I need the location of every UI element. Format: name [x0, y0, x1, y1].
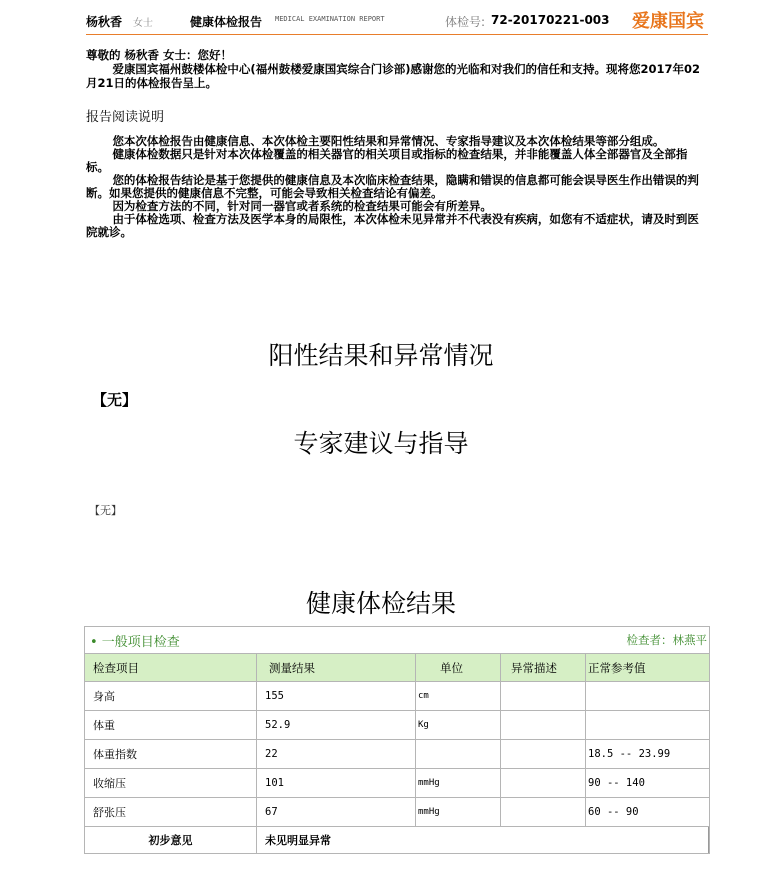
patient-name: 杨秋香 [86, 15, 123, 29]
report-header [86, 8, 708, 35]
cell-abnormal [501, 740, 586, 768]
cell-reference [586, 682, 709, 710]
exam-id-label: 体检号: [445, 15, 486, 29]
greeting [86, 48, 710, 90]
cell-unit: Kg [416, 711, 501, 739]
table-row [85, 740, 709, 769]
checker-name: 检查者：林燕平 [626, 633, 707, 647]
cell-value: 67 [257, 798, 416, 826]
cell-item: 舒张压 [85, 798, 257, 826]
cell-unit: mmHg [416, 798, 501, 826]
patient-gender: 女士 [133, 18, 153, 29]
cell-item: 体重 [85, 711, 257, 739]
cell-abnormal [501, 711, 586, 739]
report-subtitle: MEDICAL EXAMINATION REPORT [275, 15, 385, 23]
column-header: 检查项目 [85, 654, 257, 681]
guide-paragraph: 您的体检报告结论是基于您提供的健康信息及本次临床检查结果，隐瞒和错误的信息都可能会误导医生作出错误的判断。如果您提供的健康信息不完整，可能会导致相关检查结论有偏差。 [86, 173, 699, 200]
greeting-salutation: 尊敬的 杨秋香 女士：您好！ [86, 48, 233, 62]
reading-guide-title: 报告阅读说明 [86, 110, 165, 125]
column-header: 测量结果 [257, 654, 416, 681]
cell-reference: 90 -- 140 [588, 777, 645, 789]
column-header: 异常描述 [501, 654, 586, 681]
cell-value: 52.9 [257, 711, 416, 739]
cell-item: 身高 [85, 682, 257, 710]
column-header: 单位 [416, 654, 501, 681]
table-row [85, 682, 709, 711]
results-title: 健康体检结果 [305, 589, 456, 618]
reading-guide [86, 135, 710, 239]
positive-results-content: 【无】 [92, 391, 138, 409]
exam-id: 72-20170221-003 [491, 13, 610, 27]
opinion-value: 未见明显异常 [257, 827, 709, 853]
cell-abnormal [501, 682, 586, 710]
guide-paragraph: 您本次体检报告由健康信息、本次体检主要阳性结果和异常情况、专家指导建议及本次体检结果等部分组成。 [112, 134, 665, 148]
expert-advice-title: 专家建议与指导 [293, 429, 469, 458]
guide-paragraph: 健康体检数据只是针对本次体检覆盖的相关器官的相关项目或指标的检查结果，并非能覆盖人体全部器官及全部指标。 [86, 147, 688, 174]
positive-results-title: 阳性结果和异常情况 [268, 341, 494, 370]
cell-value: 22 [257, 740, 416, 768]
general-exam-table [84, 626, 710, 854]
cell-item: 体重指数 [85, 740, 257, 768]
guide-paragraph: 因为检查方法的不同，针对同一器官或者系统的检查结果可能会有所差异。 [112, 199, 492, 213]
cell-unit [416, 740, 501, 768]
expert-advice-content: 【无】 [89, 504, 122, 517]
cell-reference [586, 711, 709, 739]
table-row [85, 769, 709, 798]
opinion-label: 初步意见 [85, 827, 257, 853]
table-section-header [85, 627, 709, 654]
cell-abnormal [501, 798, 586, 826]
column-header: 正常参考值 [588, 660, 646, 675]
cell-unit: mmHg [416, 769, 501, 797]
cell-value: 155 [257, 682, 416, 710]
cell-value: 101 [257, 769, 416, 797]
opinion-row [85, 827, 709, 853]
section-name: • 一般项目检查 [90, 635, 180, 650]
table-row [85, 798, 709, 827]
guide-paragraph: 由于体检选项、检查方法及医学本身的局限性，本次体检未见异常并不代表没有疾病，如您有不适症状，请及时到医院就诊。 [86, 212, 699, 239]
table-row [85, 711, 709, 740]
greeting-body: 爱康国宾福州鼓楼体检中心(福州鼓楼爱康国宾综合门诊部)感谢您的光临和对我们的信任和支持。现将您2017年02月21日的体检报告呈上。 [86, 62, 700, 90]
report-title: 健康体检报告 [190, 15, 263, 29]
cell-item: 收缩压 [85, 769, 257, 797]
cell-unit: cm [416, 682, 501, 710]
table-header-row [85, 654, 709, 682]
brand-logo: 爱康国宾 [632, 11, 704, 32]
cell-abnormal [501, 769, 586, 797]
cell-reference: 18.5 -- 23.99 [588, 748, 671, 760]
cell-reference: 60 -- 90 [588, 806, 639, 818]
